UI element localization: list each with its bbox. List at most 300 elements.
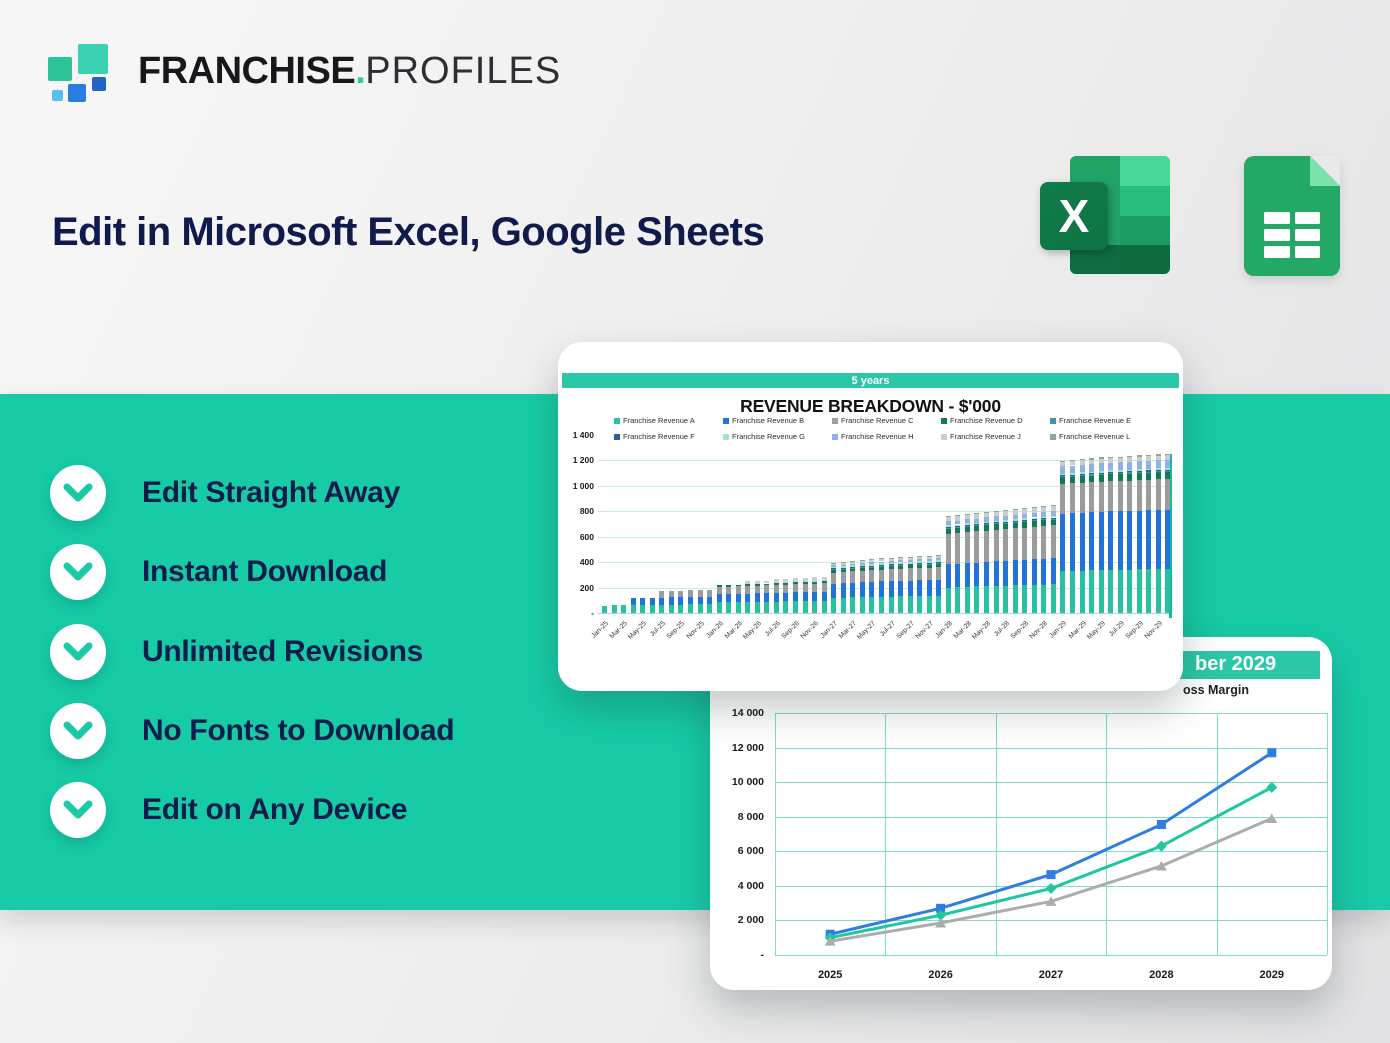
- bar-segment: [1165, 460, 1170, 468]
- bar-segment: [707, 604, 712, 613]
- bar-segment: [1060, 571, 1065, 613]
- x-tick-label: May-26: [741, 620, 763, 641]
- bar-segment: [831, 570, 836, 573]
- logo-squares-icon: [48, 40, 120, 102]
- bar-segment: [908, 581, 913, 597]
- bar-segment: [803, 581, 808, 582]
- x-tick-label: 2026: [928, 969, 953, 981]
- bar-segment: [879, 562, 884, 564]
- bar-segment: [1156, 510, 1161, 569]
- bar-segment: [927, 596, 932, 613]
- bar-segment: [1003, 586, 1008, 613]
- bar-segment: [889, 566, 894, 569]
- line-series-square: [830, 753, 1272, 935]
- bar-segment: [1051, 506, 1056, 511]
- bar-segment: [1003, 522, 1008, 523]
- bar-segment: [946, 588, 951, 613]
- bar-segment: [994, 530, 999, 562]
- bar-segment: [869, 582, 874, 597]
- bar-segment: [917, 559, 922, 561]
- bar-segment: [803, 582, 808, 584]
- bar-segment: [1080, 571, 1085, 613]
- x-tick-label: May-27: [856, 620, 878, 641]
- bar-segment: [889, 558, 894, 559]
- legend-label: Franchise Revenue B: [732, 416, 805, 425]
- bar-segment: [659, 605, 664, 613]
- bar-segment: [1146, 469, 1151, 471]
- bar-segment: [621, 605, 626, 613]
- bar-segment: [860, 560, 865, 561]
- bar-segment: [831, 563, 836, 565]
- bar-segment: [898, 558, 903, 560]
- bar-segment: [755, 581, 760, 584]
- bar-segment: [955, 587, 960, 613]
- bar-segment: [726, 587, 731, 594]
- feature-label: Edit Straight Away: [142, 476, 400, 509]
- bar-segment: [908, 564, 913, 565]
- bar-segment: [1108, 481, 1113, 511]
- bar-segment: [955, 528, 960, 533]
- bar-segment: [1156, 454, 1161, 455]
- bar-segment: [841, 566, 846, 567]
- bar-segment: [745, 602, 750, 613]
- x-tick-label: Nov-25: [684, 620, 706, 641]
- bar-segment: [927, 556, 932, 559]
- bar-segment: [1108, 511, 1113, 569]
- bar-segment: [831, 573, 836, 584]
- y-tick-label: 1 000: [572, 480, 594, 491]
- bar-segment: [1080, 475, 1085, 476]
- bar-segment: [1099, 482, 1104, 512]
- bar-segment: [1118, 474, 1123, 481]
- bar-segment: [736, 585, 741, 587]
- bar-segment: [994, 511, 999, 512]
- bar-segment: [612, 605, 617, 613]
- bar-segment: [889, 563, 894, 565]
- chevron-down-circle-icon: [50, 544, 106, 600]
- bar-segment: [1070, 476, 1075, 477]
- bar-segment: [822, 592, 827, 601]
- bar-segment: [1108, 458, 1113, 463]
- bar-segment: [994, 521, 999, 523]
- bar-segment: [1146, 470, 1151, 471]
- bar-segment: [841, 569, 846, 572]
- bar-segment: [764, 585, 769, 593]
- bar-segment: [1089, 460, 1094, 464]
- bar-segment: [1156, 479, 1161, 510]
- bar-segment: [1070, 571, 1075, 613]
- bar-segment: [1032, 519, 1037, 520]
- bar-segment: [984, 524, 989, 525]
- bar-segment: [965, 519, 970, 523]
- x-tick-label: Jul-27: [878, 620, 897, 639]
- bar-segment: [869, 566, 874, 567]
- bar-segment: [1013, 510, 1018, 515]
- bar-segment: [812, 582, 817, 584]
- bar-segment: [1013, 521, 1018, 522]
- bar-segment: [1041, 520, 1046, 526]
- bar-segment: [803, 601, 808, 613]
- bar-segment: [889, 564, 894, 565]
- gridline: [598, 588, 1172, 589]
- bar-segment: [755, 586, 760, 594]
- bar-segment: [774, 602, 779, 613]
- bar-segment: [1118, 473, 1123, 474]
- bar-segment: [860, 566, 865, 567]
- bar-segment: [927, 580, 932, 596]
- bar-segment: [917, 580, 922, 596]
- bar-segment: [946, 534, 951, 564]
- google-sheets-icon: [1244, 156, 1340, 276]
- bar-segment: [1070, 461, 1075, 465]
- bar-segment: [1060, 475, 1065, 476]
- bar-segment: [974, 531, 979, 562]
- bar-segment: [984, 512, 989, 513]
- bar-segment: [736, 602, 741, 613]
- bar-segment: [841, 563, 846, 565]
- bar-segment: [936, 564, 941, 567]
- bar-segment: [917, 563, 922, 564]
- bar-segment: [659, 598, 664, 605]
- chart1-header-text: 5 years: [851, 374, 890, 387]
- bar-segment: [898, 566, 903, 569]
- bar-segment: [1060, 474, 1065, 476]
- bar-segment: [1099, 457, 1104, 458]
- y-tick-label: 12 000: [731, 741, 764, 754]
- bar-segment: [974, 524, 979, 525]
- bar-segment: [860, 571, 865, 583]
- bar-segment: [994, 524, 999, 529]
- bar-segment: [831, 568, 836, 569]
- x-tick-label: 2025: [817, 969, 843, 981]
- bar-segment: [955, 516, 960, 521]
- bar-segment: [965, 525, 970, 526]
- bar-segment: [1013, 519, 1018, 521]
- bar-segment: [1137, 461, 1142, 469]
- bar-segment: [1051, 520, 1056, 526]
- bar-segment: [1099, 473, 1104, 474]
- bar-segment: [850, 583, 855, 598]
- y-tick-label: 4 000: [737, 879, 764, 892]
- diamond-marker-icon: [1156, 841, 1167, 852]
- bar-segment: [860, 597, 865, 613]
- bar-segment: [774, 585, 779, 593]
- bar-segment: [908, 557, 913, 558]
- bar-segment: [927, 559, 932, 561]
- bar-segment: [1108, 457, 1113, 458]
- x-tick-label: Jul-29: [1107, 620, 1126, 639]
- bar-segment: [1146, 472, 1151, 473]
- bar-segment: [650, 598, 655, 605]
- bar-segment: [822, 581, 827, 583]
- microsoft-excel-icon: [1040, 156, 1172, 274]
- bar-segment: [1127, 511, 1132, 570]
- bar-segment: [1022, 528, 1027, 560]
- bar-segment: [688, 604, 693, 613]
- bar-segment: [965, 532, 970, 563]
- bar-segment: [1146, 461, 1151, 469]
- bar-segment: [1156, 470, 1161, 471]
- bar-segment: [1099, 475, 1104, 482]
- bar-segment: [927, 568, 932, 581]
- bar-segment: [955, 525, 960, 527]
- bar-segment: [1118, 472, 1123, 473]
- x-tick-label: Jan-27: [819, 620, 840, 640]
- bar-segment: [1041, 559, 1046, 585]
- bar-segment: [994, 586, 999, 613]
- bar-segment: [1089, 473, 1094, 474]
- bar-chart-plot: [558, 342, 1183, 691]
- legend-label: Franchise Revenue J: [950, 432, 1021, 441]
- bar-segment: [917, 596, 922, 613]
- bar-segment: [946, 527, 951, 528]
- bar-segment: [1080, 476, 1085, 483]
- bar-segment: [965, 515, 970, 520]
- bar-segment: [850, 565, 855, 566]
- square-marker-icon: [1047, 870, 1056, 879]
- bar-segment: [1003, 529, 1008, 561]
- y-tick-label: 1 200: [572, 455, 594, 466]
- y-tick-label: -: [760, 949, 764, 961]
- bar-segment: [1032, 559, 1037, 584]
- y-tick-label: 600: [579, 531, 594, 542]
- bar-segment: [1013, 528, 1018, 560]
- bar-segment: [774, 583, 779, 585]
- bar-segment: [1051, 525, 1056, 558]
- bar-segment: [917, 561, 922, 563]
- bar-segment: [1041, 519, 1046, 520]
- bar-segment: [898, 562, 903, 564]
- bar-segment: [803, 592, 808, 601]
- bar-segment: [783, 579, 788, 582]
- bar-segment: [803, 578, 808, 581]
- bar-segment: [917, 564, 922, 565]
- bar-segment: [1022, 560, 1027, 585]
- x-tick-label: Nov-26: [799, 620, 821, 641]
- bar-segment: [898, 565, 903, 566]
- bar-segment: [898, 581, 903, 597]
- x-tick-label: Jan-29: [1048, 620, 1069, 640]
- sheets-table-glyph: [1264, 212, 1320, 258]
- bar-segment: [726, 594, 731, 602]
- bar-segment: [1003, 561, 1008, 586]
- bar-segment: [745, 584, 750, 586]
- bar-segment: [869, 567, 874, 568]
- logo-text-dot: .: [355, 49, 366, 92]
- bar-segment: [1156, 460, 1161, 468]
- bar-segment: [822, 577, 827, 580]
- bar-segment: [965, 514, 970, 515]
- x-tick-label: Jan-26: [704, 620, 725, 640]
- bar-segment: [936, 580, 941, 596]
- bar-segment: [946, 564, 951, 587]
- bar-segment: [755, 593, 760, 602]
- bar-segment: [717, 585, 722, 587]
- bar-segment: [1127, 470, 1132, 472]
- bar-segment: [1013, 560, 1018, 585]
- bar-segment: [955, 527, 960, 528]
- bar-segment: [889, 569, 894, 581]
- bar-segment: [783, 582, 788, 583]
- x-tick-label: Jan-25: [590, 620, 610, 640]
- bar-segment: [879, 570, 884, 582]
- bar-segment: [631, 598, 636, 605]
- bar-segment: [1080, 459, 1085, 460]
- bar-segment: [831, 584, 836, 598]
- bar-segment: [927, 565, 932, 568]
- bar-segment: [879, 565, 884, 566]
- bar-segment: [841, 598, 846, 613]
- bar-segment: [879, 559, 884, 561]
- bar-segment: [879, 597, 884, 613]
- bar-segment: [1137, 511, 1142, 570]
- bar-segment: [669, 591, 674, 597]
- bar-segment: [669, 605, 674, 613]
- bar-segment: [1032, 513, 1037, 517]
- line-series-diamond: [830, 787, 1272, 937]
- feature-item-any-device: [50, 782, 407, 838]
- bar-segment: [1022, 509, 1027, 514]
- chevron-down-circle-icon: [50, 465, 106, 521]
- bar-segment: [869, 570, 874, 582]
- bar-segment: [707, 590, 712, 597]
- y-tick-label: -: [591, 608, 594, 618]
- bar-segment: [1099, 512, 1104, 570]
- bar-segment: [1041, 526, 1046, 559]
- x-tick-label: Jul-28: [993, 620, 1012, 639]
- bar-segment: [1070, 475, 1075, 476]
- bar-segment: [726, 602, 731, 613]
- bar-segment: [678, 605, 683, 613]
- bar-segment: [1060, 484, 1065, 513]
- bar-segment: [984, 513, 989, 518]
- bar-segment: [1137, 480, 1142, 511]
- feature-label: Instant Download: [142, 555, 388, 588]
- bar-segment: [908, 564, 913, 565]
- bar-segment: [1051, 516, 1056, 518]
- bar-segment: [793, 584, 798, 592]
- bar-segment: [726, 585, 731, 587]
- bar-segment: [1003, 510, 1008, 511]
- sheets-fold-icon: [1310, 156, 1340, 186]
- bar-segment: [1165, 472, 1170, 479]
- bar-segment: [889, 581, 894, 596]
- logo-text-bold: FRANCHISE: [138, 49, 356, 92]
- bar-segment: [640, 598, 645, 605]
- bar-segment: [1099, 471, 1104, 473]
- bar-segment: [850, 568, 855, 571]
- bar-segment: [898, 560, 903, 562]
- bar-segment: [1032, 521, 1037, 527]
- bar-segment: [1080, 472, 1085, 474]
- bar-segment: [936, 563, 941, 564]
- bar-segment: [908, 562, 913, 564]
- bar-segment: [1146, 510, 1151, 569]
- bar-segment: [1165, 454, 1170, 455]
- bar-segment: [1060, 477, 1065, 484]
- bar-segment: [698, 597, 703, 605]
- bar-segment: [936, 567, 941, 580]
- bar-segment: [1051, 519, 1056, 520]
- bar-segment: [698, 604, 703, 613]
- bar-segment: [1070, 513, 1075, 571]
- x-tick-label: 2027: [1038, 969, 1064, 981]
- bar-segment: [917, 568, 922, 580]
- bar-segment: [850, 564, 855, 566]
- bar-segment: [1099, 463, 1104, 471]
- bar-segment: [1099, 570, 1104, 613]
- bar-segment: [1070, 477, 1075, 484]
- bar-segment: [974, 563, 979, 587]
- brand-logo: [48, 40, 561, 102]
- bar-segment: [908, 596, 913, 613]
- bar-segment: [717, 587, 722, 594]
- bar-segment: [1041, 517, 1046, 519]
- bar-segment: [1108, 570, 1113, 613]
- bar-segment: [869, 562, 874, 564]
- bar-segment: [831, 565, 836, 567]
- x-tick-label: Jan-28: [934, 620, 954, 640]
- bar-segment: [1089, 512, 1094, 570]
- chevron-down-circle-icon: [50, 782, 106, 838]
- bar-segment: [1041, 585, 1046, 613]
- bar-segment: [860, 565, 865, 567]
- bar-segment: [917, 556, 922, 557]
- triangle-marker-icon: [1266, 813, 1277, 823]
- bar-segment: [955, 526, 960, 527]
- bar-segment: [1127, 474, 1132, 481]
- bar-segment: [850, 568, 855, 569]
- bar-segment: [1137, 455, 1142, 456]
- bar-segment: [831, 598, 836, 613]
- bar-segment: [1127, 462, 1132, 470]
- y-tick-label: 400: [579, 557, 594, 568]
- feature-item-unlimited-revisions: [50, 624, 423, 680]
- bar-segment: [936, 596, 941, 613]
- y-tick-label: 6 000: [737, 845, 764, 858]
- bar-segment: [879, 563, 884, 565]
- bar-segment: [1118, 458, 1123, 463]
- bar-segment: [908, 558, 913, 560]
- bar-segment: [946, 521, 951, 525]
- bar-segment: [688, 597, 693, 604]
- bar-segment: [1165, 470, 1170, 471]
- x-tick-label: Nov-28: [1028, 620, 1050, 641]
- bar-segment: [1156, 569, 1161, 613]
- bar-segment: [1080, 483, 1085, 513]
- bar-segment: [974, 519, 979, 523]
- bar-segment: [1089, 474, 1094, 475]
- x-tick-label: Jul-26: [763, 620, 782, 639]
- x-axis-line: [598, 613, 1172, 614]
- bar-segment: [1070, 460, 1075, 461]
- bar-segment: [755, 602, 760, 613]
- bar-segment: [1022, 522, 1027, 528]
- bar-segment: [1089, 458, 1094, 459]
- bar-segment: [822, 583, 827, 592]
- bar-segment: [1108, 472, 1113, 473]
- bar-segment: [984, 525, 989, 530]
- bar-segment: [1156, 471, 1161, 472]
- bar-segment: [631, 605, 636, 613]
- bar-segment: [927, 561, 932, 563]
- page-title: Edit in Microsoft Excel, Google Sheets: [52, 210, 765, 254]
- bar-segment: [793, 592, 798, 601]
- bar-segment: [1080, 513, 1085, 571]
- bar-segment: [1118, 481, 1123, 511]
- bar-segment: [984, 531, 989, 562]
- bar-segment: [974, 514, 979, 519]
